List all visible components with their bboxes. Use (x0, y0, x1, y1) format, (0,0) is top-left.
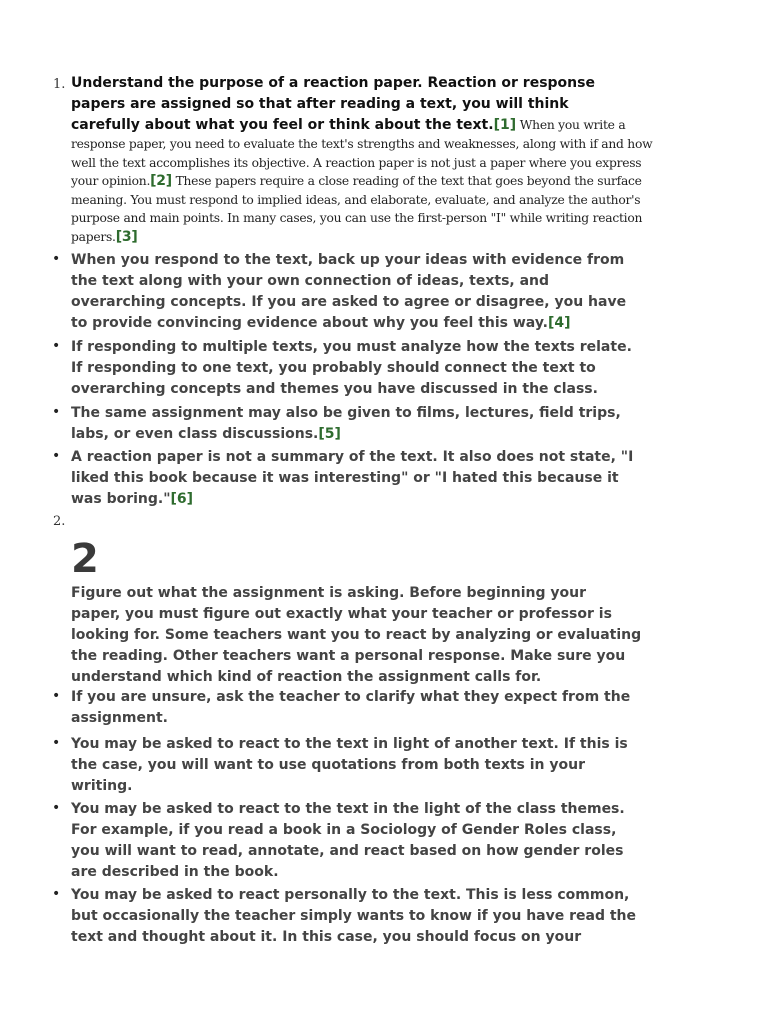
step1-body-line: purpose and main points. In many cases, you can use the first-person "I" while writing reaction (71, 211, 643, 226)
step2-intro-line: the reading. Other teachers want a personal response. Make sure you (71, 648, 626, 664)
step1-heading-text: carefully about what you feel or think about the text. (71, 117, 494, 133)
step1-body-line: meaning. You must respond to implied ideas, and elaborate, evaluate, and analyze the author's (71, 192, 641, 207)
step2-bullet-item (71, 687, 671, 729)
bullet-line: The same assignment may also be given to films, lectures, field trips, (71, 405, 621, 421)
footnote-ref-6[interactable]: [6] (170, 491, 194, 507)
bullet-marker: • (52, 448, 61, 464)
bullet-marker: • (52, 735, 61, 751)
bullet-line: You may be asked to react to the text in light of another text. If this is (71, 736, 628, 752)
step1-body-line: well the text accomplishes its objective. A reaction paper is not just a paper where you express (71, 155, 642, 170)
bullet-line: you will want to read, annotate, and react based on how gender roles (71, 843, 624, 859)
bullet-text: labs, or even class discussions. (71, 426, 319, 442)
bullet-marker: • (52, 886, 61, 902)
step1-heading (71, 73, 671, 136)
footnote-ref-5[interactable]: [5] (318, 426, 341, 442)
step2-intro-line: looking for. Some teachers want you to react by analyzing or evaluating (71, 627, 642, 643)
step1-body-line (71, 172, 671, 191)
footnote-ref-3[interactable]: [3] (115, 228, 138, 245)
bullet-line: liked this book because it was interesting" or "I hated this because it (71, 470, 619, 486)
bullet-marker: • (52, 800, 61, 816)
step1-bullet-item (71, 447, 671, 510)
bullet-text: to provide convincing evidence about why you feel this way. (71, 315, 548, 331)
bullet-line: assignment. (71, 710, 168, 726)
step1-body-text: papers. (71, 229, 116, 244)
step-big-number: 2 (71, 536, 99, 582)
footnote-ref-1[interactable]: [1] (493, 117, 517, 133)
step1-body (71, 135, 671, 247)
bullet-text: was boring." (71, 491, 171, 507)
footnote-ref-2[interactable]: [2] (150, 173, 172, 190)
step1-heading-line: papers are assigned so that after reading a text, you will think (71, 96, 569, 112)
step-number-2: 2. (53, 514, 66, 529)
bullet-line (71, 424, 671, 445)
step1-bullet-item (71, 403, 671, 445)
bullet-line: writing. (71, 778, 133, 794)
bullet-line: For example, if you read a book in a Sociology of Gender Roles class, (71, 822, 617, 838)
bullet-line: If responding to one text, you probably should connect the text to (71, 360, 596, 376)
bullet-line: overarching concepts and themes you have discussed in the class. (71, 381, 598, 397)
bullet-marker: • (52, 251, 61, 267)
bullet-line: When you respond to the text, back up your ideas with evidence from (71, 252, 625, 268)
step1-bullet-item (71, 250, 671, 334)
bullet-line: A reaction paper is not a summary of the text. It also does not state, "I (71, 449, 634, 465)
bullet-line: overarching concepts. If you are asked to agree or disagree, you have (71, 294, 627, 310)
step1-body-line: response paper, you need to evaluate the text's strengths and weaknesses, along with if and how (71, 137, 653, 151)
bullet-marker: • (52, 404, 61, 420)
step1-heading-line: Understand the purpose of a reaction paper. Reaction or response (71, 75, 595, 91)
step-number-1: 1. (53, 77, 66, 92)
bullet-line (71, 313, 671, 334)
bullet-line: You may be asked to react personally to the text. This is less common, (71, 887, 630, 903)
step2-bullet-item (71, 734, 671, 797)
bullet-line: the case, you will want to use quotations from both texts in your (71, 757, 586, 773)
step1-bullet-item (71, 337, 671, 400)
step2-intro-line: Figure out what the assignment is asking. Before beginning your (71, 585, 587, 601)
step2-intro (71, 583, 671, 688)
bullet-line: If you are unsure, ask the teacher to clarify what they expect from the (71, 689, 631, 705)
bullet-line: are described in the book. (71, 864, 279, 880)
footnote-ref-4[interactable]: [4] (547, 315, 571, 331)
step2-intro-line: paper, you must figure out exactly what your teacher or professor is (71, 606, 612, 622)
bullet-marker: • (52, 338, 61, 354)
step1-body-text: When you write a (516, 118, 626, 132)
bullet-line: You may be asked to react to the text in the light of the class themes. (71, 801, 625, 817)
bullet-line: text and thought about it. In this case, you should focus on your (71, 929, 582, 945)
step1-body-text: your opinion. (71, 174, 151, 189)
bullet-line: but occasionally the teacher simply wants to know if you have read the (71, 908, 637, 924)
bullet-marker: • (52, 688, 61, 704)
step1-body-line (71, 228, 671, 247)
bullet-line (71, 489, 671, 510)
step2-intro-line: understand which kind of reaction the assignment calls for. (71, 669, 542, 685)
bullet-line: the text along with your own connection of ideas, texts, and (71, 273, 550, 289)
step2-bullet-item (71, 885, 671, 948)
bullet-line: If responding to multiple texts, you must analyze how the texts relate. (71, 339, 632, 355)
step1-heading-line (71, 115, 671, 136)
step1-body-text: These papers require a close reading of the text that goes beyond the surface (171, 174, 642, 189)
step2-bullet-item (71, 799, 671, 883)
